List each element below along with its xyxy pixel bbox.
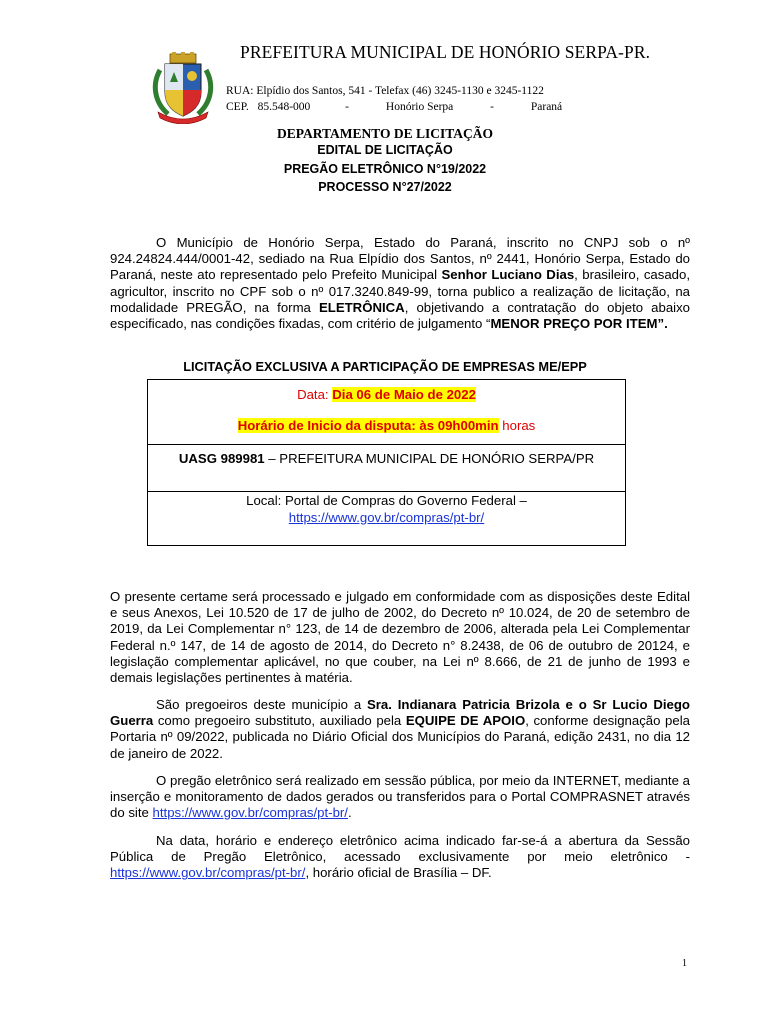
time-suffix: horas: [498, 418, 536, 433]
auctioneers-text-3: , conforme designação pela Portaria nº 09/2022, publicada no Diário Oficial dos Municípios do Paraná, edição 2431, no dia 12 de janeiro de 2022.: [110, 713, 690, 761]
uasg-line: [148, 451, 625, 466]
municipality-title: PREFEITURA MUNICIPAL DE HONÓRIO SERPA-PR.: [240, 42, 651, 62]
auctioneers-text-2: como pregoeiro substituto, auxiliado pela: [153, 713, 406, 729]
box-divider-2: [148, 491, 625, 492]
date-line: [148, 387, 625, 402]
opening-link[interactable]: https://www.gov.br/compras/pt-br/: [110, 865, 306, 881]
box-divider-1: [148, 444, 625, 445]
department-heading: DEPARTAMENTO DE LICITAÇÃO: [276, 126, 494, 141]
auctioneers-text-1: São pregoeiros deste município a: [156, 697, 367, 712]
uasg-code: UASG 989981: [178, 451, 265, 466]
cep-dash-2: -: [490, 101, 494, 113]
date-value: Dia 06 de Maio de 2022: [332, 387, 476, 402]
header-address: RUA: Elpídio dos Santos, 541 - Telefax (46) 3245-1130 e 3245-1122: [226, 85, 544, 97]
time-line: [148, 418, 625, 433]
local-line: Local: Portal de Compras do Governo Federal –: [246, 493, 527, 508]
session-text-1: O pregão eletrônico será realizado em sessão pública, por meio da INTERNET, mediante a inserção e monitoramento de dados gerados ou transferidos para o Portal COMPRASNET através do site: [110, 773, 690, 821]
coat-of-arms-icon: [150, 52, 216, 124]
opening-text-1: Na data, horário e endereço eletrônico acima indicado far-se-á a abertura da Sessão Pública de Pregão Eletrônico, acessado exclusivamente por meio eletrônico -: [110, 833, 690, 865]
cep-value: 85.548-000: [257, 101, 311, 113]
time-label: Horário de Inicio da disputa: às 09h00min: [237, 418, 499, 433]
local-url-line: [148, 510, 625, 525]
auctioneer-names: Sra. Indianara Patricia Brizola e o Sr Lucio Diego Guerra: [110, 697, 690, 729]
edital-heading: EDITAL DE LICITAÇÃO: [317, 143, 453, 157]
pregao-heading: PREGÃO ELETRÔNICO N°19/2022: [283, 162, 487, 176]
support-team: EQUIPE DE APOIO: [405, 713, 526, 729]
modality-form: ELETRÔNICA: [318, 299, 405, 315]
exclusive-notice: LICITAÇÃO EXCLUSIVA A PARTICIPAÇÃO DE EMPRESAS ME/EPP: [183, 359, 587, 374]
legal-basis-paragraph: O presente certame será processado e julgado em conformidade com as disposições deste Edital e seus Anexos, Lei 10.520 de 17 de julho de 2002, do Decreto nº 10.024, de 20 de setembro de 2019, da Lei Complementar n° 123, de 14 de dezembro de 2006, alterada pela Lei Complementar Federal n.º 147, de 14 de agosto de 2014, do Decreto n° 8.2438, de 06 de outubro de 20124, e legislação complementar aplicável, no que couber, na Lei nº 8.666, de 21 de junho de 1993 e demais legislações pertinentes à matéria.: [110, 589, 690, 686]
comprasnet-link[interactable]: https://www.gov.br/compras/pt-br/: [152, 805, 348, 821]
state-name: Paraná: [530, 101, 563, 113]
intro-text-3: , objetivando a contratação do objeto abaixo especificado, nas condições fixadas, com critério de julgamento “: [110, 299, 691, 332]
header-cep-line: [226, 99, 562, 115]
opening-paragraph: [110, 833, 690, 882]
cep-dash-1: -: [345, 101, 350, 113]
opening-text-2: , horário oficial de Brasília – DF.: [305, 865, 492, 881]
portal-link[interactable]: https://www.gov.br/compras/pt-br/: [288, 510, 485, 525]
uasg-text: – PREFEITURA MUNICIPAL DE HONÓRIO SERPA/PR: [264, 451, 595, 466]
session-paragraph: [110, 773, 690, 822]
judgement-criterion: MENOR PREÇO POR ITEM”.: [490, 316, 668, 332]
intro-paragraph: [110, 235, 690, 332]
city-name: Honório Serpa: [385, 101, 454, 113]
header-address-block: [226, 83, 562, 115]
processo-heading: PROCESSO N°27/2022: [318, 180, 452, 194]
auctioneers-paragraph: [110, 697, 690, 762]
intro-text-2: , brasileiro, casado, agricultor, inscrito no CPF sob o nº 017.3240.849-99, torna publico a realização de licitação, na modalidade PREGÃO, na forma: [110, 267, 691, 315]
mayor-name: Senhor Luciano Dias: [441, 267, 575, 283]
cep-label: CEP.: [226, 101, 249, 113]
page-number: 1: [682, 958, 687, 969]
date-label: Data:: [297, 387, 333, 402]
intro-text-1: O Município de Honório Serpa, Estado do Paraná, inscrito no CNPJ sob o nº 924.24824.444/0001-42, sediado na Rua Elpídio dos Santos, nº 2441, Honório Serpa, Estado do Paraná, neste ato representado pelo Prefeito Municipal: [110, 235, 690, 283]
auction-info-box: [147, 379, 626, 546]
session-text-2: .: [347, 805, 352, 821]
